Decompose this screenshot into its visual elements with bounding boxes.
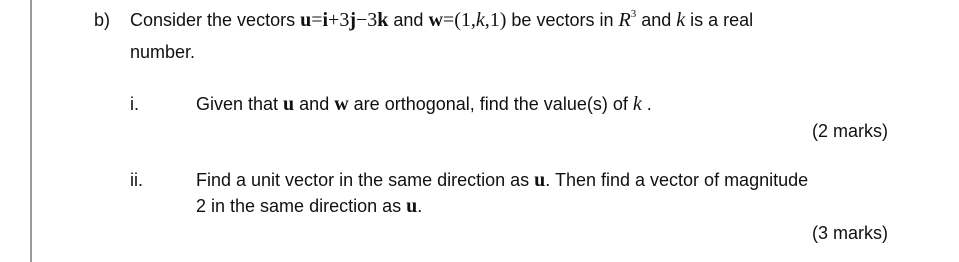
vector-u-symbol: u <box>406 195 418 217</box>
part-ii-text: 2 in the same direction as <box>196 196 407 216</box>
vector-w-symbol: w <box>428 9 443 31</box>
part-i-label: i. <box>130 94 139 114</box>
vector-w-components: (1, <box>454 9 476 31</box>
equals-sign: = <box>311 9 323 31</box>
part-ii-text: Find a unit vector in the same direction as <box>196 170 535 190</box>
question-b-text: and <box>636 10 677 30</box>
part-i-text: . <box>641 94 652 114</box>
left-margin-rule <box>30 0 32 262</box>
vector-w-symbol: w <box>334 93 349 115</box>
unit-vector-j: j <box>349 9 356 31</box>
variable-k: k <box>632 93 642 115</box>
part-i-text: are orthogonal, find the value(s) of <box>348 94 633 114</box>
coefficient-plus-3: +3 <box>328 9 350 31</box>
vector-w-components-end: ,1) <box>484 9 507 31</box>
part-ii-text: . <box>417 196 423 216</box>
question-b-line-2: number. <box>130 42 196 62</box>
part-i-text: Given that <box>196 94 284 114</box>
question-b-text: Consider the vectors <box>130 10 301 30</box>
part-i-text: and <box>294 94 335 114</box>
coefficient-minus-3: −3 <box>356 9 378 31</box>
question-b-label: b) <box>94 10 111 30</box>
question-b-line-1 <box>130 9 753 34</box>
vector-u-symbol: u <box>283 93 295 115</box>
question-b-text: and <box>388 10 429 30</box>
part-ii-label: ii. <box>130 170 143 190</box>
question-b-text: be vectors in <box>506 10 619 30</box>
real-space-R: R <box>618 9 631 31</box>
part-ii-text: . Then find a vector of magnitude <box>545 170 809 190</box>
part-i-marks: (2 marks) <box>812 121 888 141</box>
equals-sign: = <box>442 9 455 31</box>
unit-vector-i: i <box>322 9 329 31</box>
variable-k: k <box>475 9 485 31</box>
part-ii-marks: (3 marks) <box>812 223 888 243</box>
unit-vector-k: k <box>377 9 389 31</box>
vector-u-symbol: u <box>300 9 312 31</box>
real-space-exponent: 3 <box>630 8 637 20</box>
variable-k: k <box>676 9 686 31</box>
vector-u-symbol: u <box>534 169 546 191</box>
part-ii-question-line-2 <box>196 195 422 217</box>
question-b-text: is a real <box>685 10 754 30</box>
part-ii-question-line-1 <box>196 169 808 191</box>
part-i-question <box>196 93 652 115</box>
